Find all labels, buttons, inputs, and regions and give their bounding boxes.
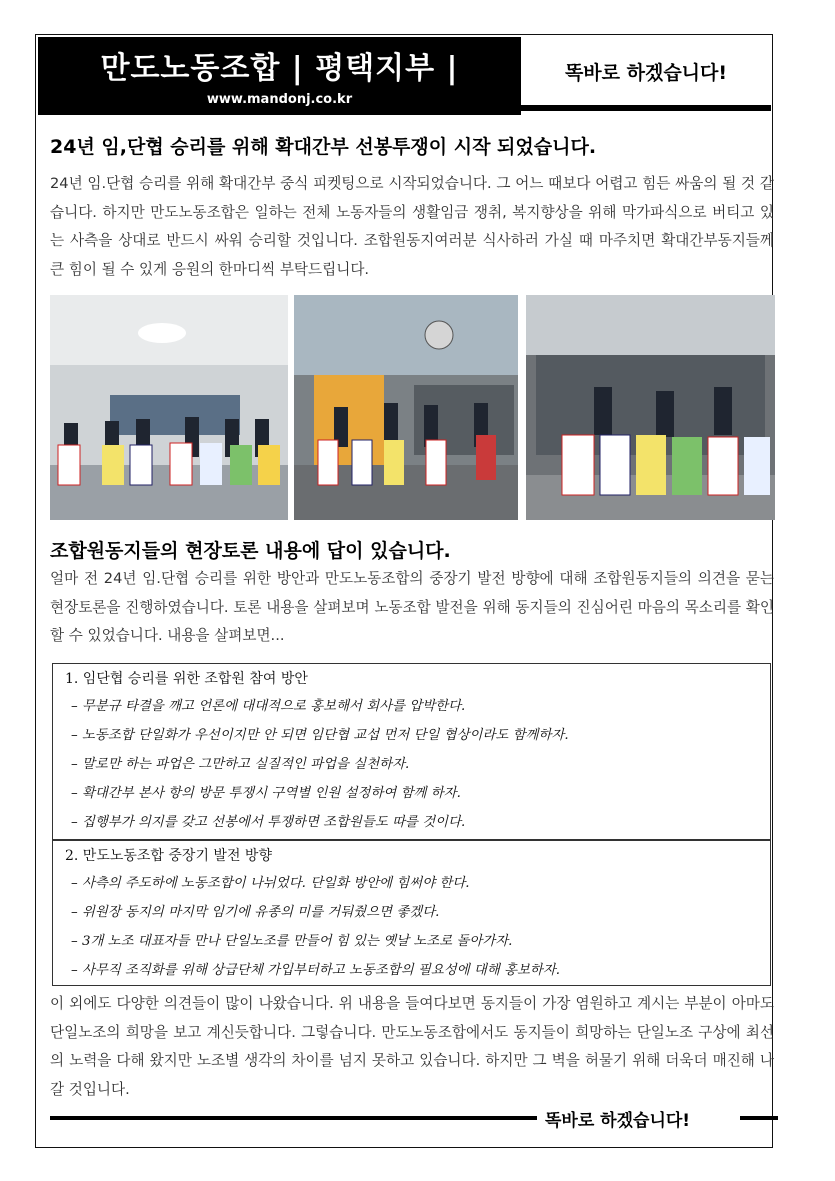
list-item: – 사무직 조직화를 위해 상급단체 가입부터하고 노동조합의 필요성에 대해 홍보하자. — [53, 956, 770, 985]
list-item: – 위원장 동지의 마지막 임기에 유종의 미를 거둬줬으면 좋겠다. — [53, 898, 770, 927]
list-item: – 집행부가 의지를 갖고 선봉에서 투쟁하면 조합원들도 따를 것이다. — [53, 808, 770, 837]
list-item: – 노동조합 단일화가 우선이지만 안 되면 임단협 교섭 먼저 단일 협상이라도 함께하자. — [53, 721, 770, 750]
footer-rule-right — [740, 1116, 778, 1120]
footer-rule-left — [50, 1116, 537, 1120]
list-item: – 3개 노조 대표자들 만나 단일노조를 만들어 힘 있는 옛날 노조로 돌아가자. — [53, 927, 770, 956]
photo-factory-entrance — [294, 295, 518, 520]
box-participation — [52, 663, 771, 840]
website-url[interactable]: www.mandonj.co.kr — [206, 92, 353, 107]
photo-lobby-picket — [50, 295, 288, 520]
box-development-title: 2. 만도노동조합 중장기 발전 방향 — [65, 848, 272, 864]
footer — [50, 1106, 778, 1130]
list-item: – 확대간부 본사 항의 방문 투쟁시 구역별 인원 설정하여 함께 하자. — [53, 779, 770, 808]
list-item: – 무분규 타결을 깨고 언론에 대대적으로 홍보해서 회사를 압박한다. — [53, 692, 770, 721]
section2-body: 얼마 전 24년 임.단협 승리를 위한 방안과 만도노동조합의 중장기 발전 방향에 대해 조합원동지들의 의견을 묻는 현장토론을 진행하였습니다. 토론 내용을 살펴보며 노동조합 발전을 위해 동지들의 진심어린 마음의 목소리를 확인할 수 있었습니다. 내용을 살펴보면... — [50, 570, 774, 644]
masthead — [38, 37, 521, 115]
list-item: – 사측의 주도하에 노동조합이 나뉘었다. 단일화 방안에 힘써야 한다. — [53, 869, 770, 898]
box-development — [52, 840, 771, 986]
section1-heading: 24년 임,단협 승리를 위해 확대간부 선봉투쟁이 시작 되었습니다. — [50, 136, 597, 158]
section2-heading: 조합원동지들의 현장토론 내용에 답이 있습니다. — [50, 540, 451, 562]
section1-body: 24년 임.단협 승리를 위해 확대간부 중식 피켓팅으로 시작되었습니다. 그 어느 때보다 어렵고 힘든 싸움의 될 것 같습니다. 하지만 만도노동조합은 일하는 전체 노동자들의 생활임금 쟁취, 복지향상을 위해 막가파식으로 버티고 있는 사측을 상대로 반드시 싸워 승리할 것입니다. 조합원동지여러분 식사하러 가실 때 마주치면 확대간부동지들께 큰 힘이 될 수 있게 응원의 한마디씩 부탁드립니다. — [50, 175, 774, 278]
participation-list — [53, 692, 770, 837]
footer-slogan: 똑바로 하겠습니다! — [545, 1111, 691, 1131]
closing-body: 이 외에도 다양한 의견들이 많이 나왔습니다. 위 내용을 들여다보면 동지들이 가장 염원하고 계시는 부분이 아마도 단일노조의 희망을 보고 계신듯합니다. 그렇습니다. 만도노동조합에서도 동지들이 희망하는 단일노조 구상에 최선의 노력을 다해 왔지만 노조별 생각의 차이를 넘지 못하고 있습니다. 하지만 그 벽을 허물기 위해 더욱더 매진해 나갈 것입니다. — [50, 995, 774, 1098]
header — [38, 37, 771, 115]
development-list — [53, 869, 770, 985]
box-participation-title: 1. 임단협 승리를 위한 조합원 참여 방안 — [65, 671, 308, 687]
photo-plant-gate — [526, 295, 775, 520]
list-item: – 말로만 하는 파업은 그만하고 실질적인 파업을 실천하자. — [53, 750, 770, 779]
union-title: 만도노동조합 | 평택지부 | — [100, 51, 459, 86]
header-slogan: 똑바로 하겠습니다! — [521, 37, 771, 111]
